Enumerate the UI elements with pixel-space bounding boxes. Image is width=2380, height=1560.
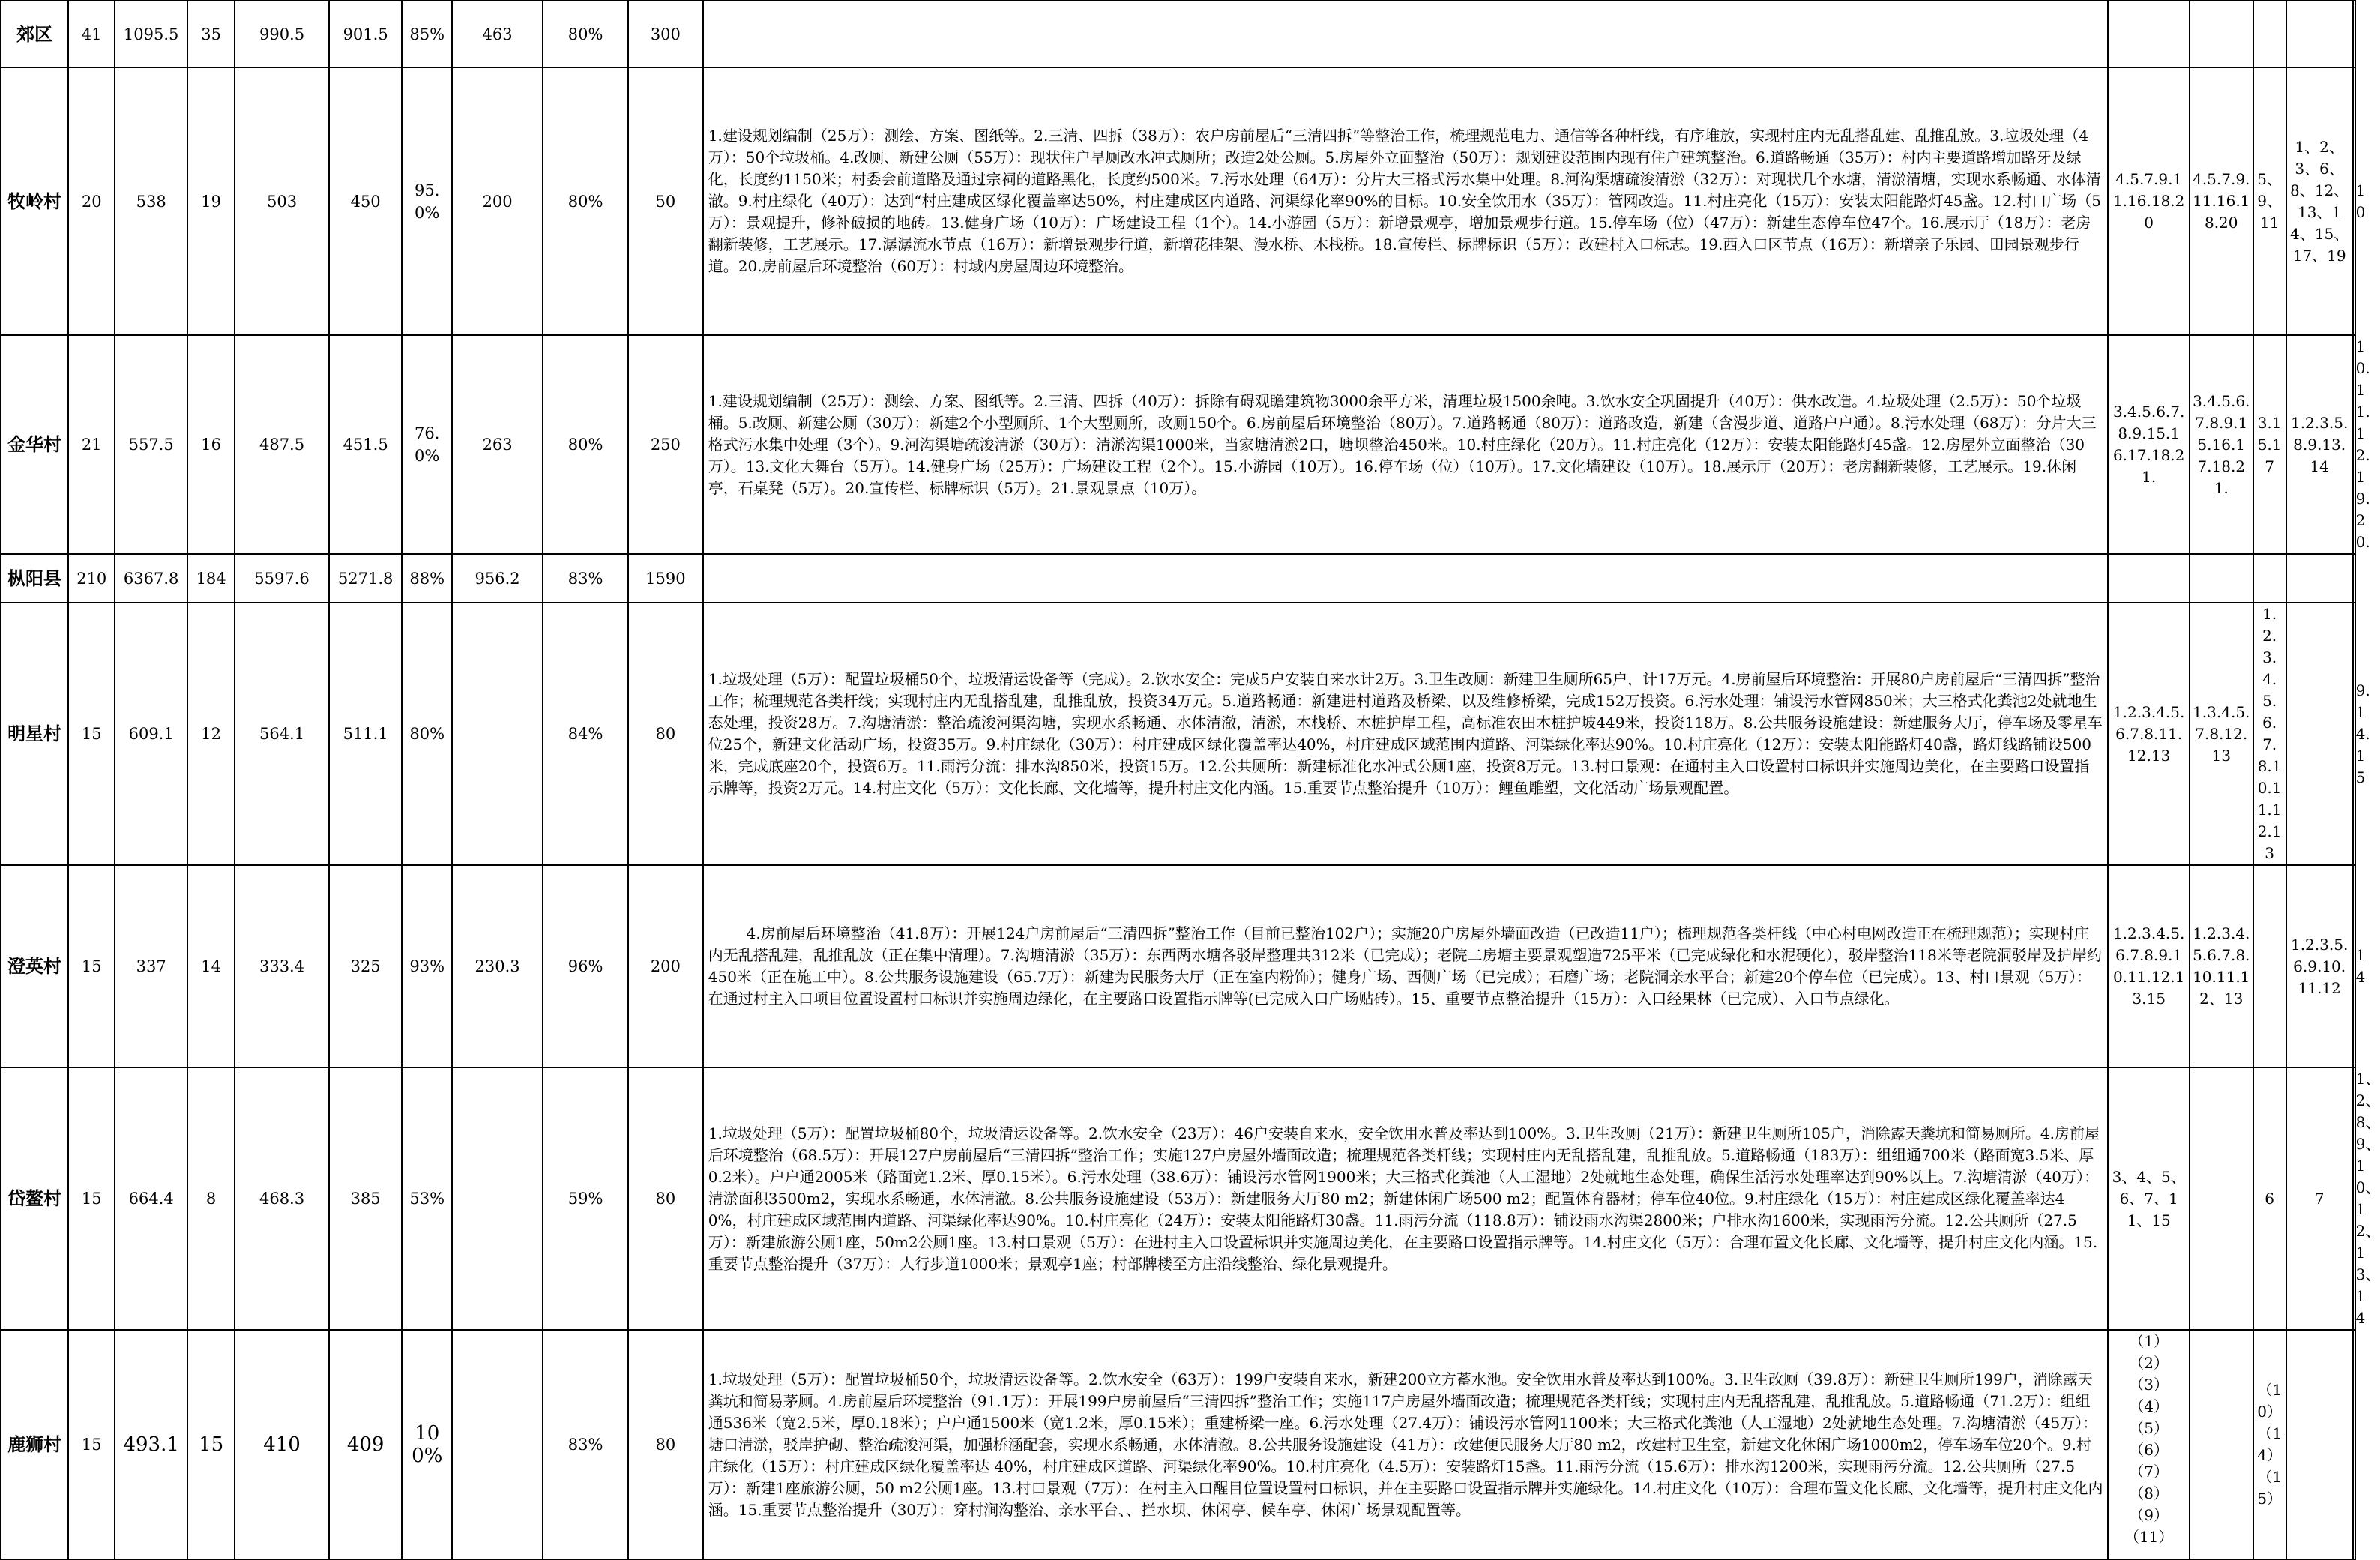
- item-list-cell-5: [2353, 554, 2355, 603]
- stat-cell-2: 1095.5: [115, 1, 187, 67]
- stat-cell-3: 184: [187, 554, 235, 603]
- item-list-cell-2: 4.5.7.9.11.16.18.20: [2190, 67, 2253, 335]
- stat-cell-5: 901.5: [329, 1, 403, 67]
- stat-cell-4: 410: [235, 1330, 329, 1559]
- stat-cell-6: 80%: [402, 603, 452, 865]
- stat-cell-6: 93%: [402, 865, 452, 1067]
- stat-cell-4: 503: [235, 67, 329, 335]
- item-list-cell-3: [2253, 865, 2286, 1067]
- stat-cell-1: 15: [68, 1330, 115, 1559]
- stat-cell-8: 80%: [543, 1, 628, 67]
- stat-cell-5: 385: [329, 1067, 403, 1330]
- item-list-cell-2: 3.4.5.6.7.8.9.15.16.17.18.21.: [2190, 335, 2253, 554]
- region-name-cell: 枞阳县: [1, 554, 68, 603]
- stat-cell-7: 463: [452, 1, 543, 67]
- stat-cell-2: 493.1: [115, 1330, 187, 1559]
- stat-cell-7: 956.2: [452, 554, 543, 603]
- item-list-cell-5: 14: [2353, 865, 2355, 1067]
- item-list-cell-5: [2353, 1, 2355, 67]
- item-list-cell-2: 1.3.4.5.7.8.12.13: [2190, 603, 2253, 865]
- item-list-cell-5: 10.11.12.19.20.: [2353, 335, 2355, 554]
- project-description-cell: 1.建设规划编制（25万）：测绘、方案、图纸等。2.三清、四拆（40万）：拆除有碍观瞻建筑物3000余平方米，清理垃圾1500余吨。3.饮水安全巩固提升（40万）：供水改造。4.垃圾处理（2.5万）：50个垃圾桶。5.改厕、新建公厕（30万）：新建2个小型厕所、1个大型厕所，改厕150个。6.房前屋后环境整治（80万）。7.道路畅通（80万）：道路改造，新建（含漫步道、道路户户通）。8.污水处理（68万）：分片大三格式污水集中处理（3个）。9.河沟渠塘疏浚清淤（30万）：清淤沟渠1000米，当家塘清淤2口，塘坝整治450米。10.村庄绿化（20万）。11.村庄亮化（12万）：安装太阳能路灯45盏。12.房屋外立面整治（30万）。13.文化大舞台（5万）。14.健身广场（25万）：广场建设工程（2个）。15.小游园（10万）。16.停车场（位）（10万）。17.文化墙建设（10万）。18.展示厅（20万）：老房翻新装修，工艺展示。19.休闲亭，石桌凳（5万）。20.宣传栏、标牌标识（5万）。21.景观景点（10万）。: [703, 335, 2109, 554]
- item-list-cell-1: （1） （2） （3） （4） （5） （6） （7） （8） （9） （11）: [2108, 1330, 2189, 1559]
- project-description-cell: [703, 1, 2109, 67]
- stat-cell-6: 88%: [402, 554, 452, 603]
- stat-cell-9: 300: [628, 1, 703, 67]
- item-list-cell-4: [2286, 554, 2353, 603]
- item-list-cell-3: 3.15.17: [2253, 335, 2286, 554]
- village-row: [1, 865, 2355, 1067]
- stat-cell-2: 609.1: [115, 603, 187, 865]
- stat-cell-3: 8: [187, 1067, 235, 1330]
- region-name-cell: 岱鳌村: [1, 1067, 68, 1330]
- stat-cell-2: 6367.8: [115, 554, 187, 603]
- item-list-cell-1: 3、4、5、6、7、11、15: [2108, 1067, 2189, 1330]
- stat-cell-1: 15: [68, 603, 115, 865]
- item-list-cell-2: [2190, 1330, 2253, 1559]
- item-list-cell-1: 3.4.5.6.7.8.9.15.16.17.18.21.: [2108, 335, 2189, 554]
- stat-cell-2: 664.4: [115, 1067, 187, 1330]
- item-list-cell-4: [2286, 603, 2353, 865]
- county-summary-row: [1, 554, 2355, 603]
- item-list-cell-3: 1.2.3.4.5.6.7.8.10.11.12.13: [2253, 603, 2286, 865]
- item-list-cell-1: 1.2.3.4.5.6.7.8.9.10.11.12.13.15: [2108, 865, 2189, 1067]
- region-name-cell: 澄英村: [1, 865, 68, 1067]
- county-summary-row: [1, 1, 2355, 67]
- item-list-cell-4: 1.2.3.5.6.9.10.11.12: [2286, 865, 2353, 1067]
- item-list-cell-1: 1.2.3.4.5.6.7.8.11.12.13: [2108, 603, 2189, 865]
- item-list-cell-4: 1.2.3.5.8.9.13.14: [2286, 335, 2353, 554]
- item-list-cell-3: 5、9、11: [2253, 67, 2286, 335]
- stat-cell-4: 468.3: [235, 1067, 329, 1330]
- stat-cell-1: 15: [68, 865, 115, 1067]
- stat-cell-8: 80%: [543, 67, 628, 335]
- stat-cell-7: 230.3: [452, 865, 543, 1067]
- stat-cell-8: 83%: [543, 1330, 628, 1559]
- stat-cell-9: 1590: [628, 554, 703, 603]
- stat-cell-4: 333.4: [235, 865, 329, 1067]
- stat-cell-1: 41: [68, 1, 115, 67]
- item-list-cell-2: 1.2.3.4.5.6.7.8.10.11.12、13: [2190, 865, 2253, 1067]
- item-list-cell-4: [2286, 1, 2353, 67]
- stat-cell-9: 80: [628, 603, 703, 865]
- stat-cell-1: 210: [68, 554, 115, 603]
- region-name-cell: 郊区: [1, 1, 68, 67]
- stat-cell-9: 200: [628, 865, 703, 1067]
- project-description-cell: 1.建设规划编制（25万）：测绘、方案、图纸等。2.三清、四拆（38万）：农户房前屋后“三清四拆”等整治工作，梳理规范电力、通信等各种杆线，有序堆放，实现村庄内无乱搭乱建、乱推乱放。3.垃圾处理（4万）：50个垃圾桶。4.改厕、新建公厕（55万）：现状住户旱厕改水冲式厕所；改造2处公厕。5.房屋外立面整治（50万）：规划建设范围内现有住户建筑整治。6.道路畅通（35万）：村内主要道路增加路牙及绿化，长度约1150米；村委会前道路及通过宗祠的道路黑化，长度约500米。7.污水处理（64万）：分片大三格式污水集中处理。8.河沟渠塘疏浚清淤（32万）：对现状几个水塘，清淤清塘，实现水系畅通、水体清澈。9.村庄绿化（40万）：达到“村庄建成区绿化覆盖率达50%，村庄建成区内道路、河渠绿化率90%的目标。10.安全饮用水（35万）：管网改造。11.村庄亮化（15万）：安装太阳能路灯45盏。12.村口广场（5万）：景观提升，修补破损的地砖。13.健身广场（10万）：广场建设工程（1个）。14.小游园（5万）：新增景观亭，增加景观步行道。15.停车场（位）（47万）：新建生态停车位47个。16.展示厅（18万）：老房翻新装修，工艺展示。17.潺潺流水节点（16万）：新增景观步行道，新增花挂架、漫水桥、木栈桥。18.宣传栏、标牌标识（5万）：改建村入口标志。19.西入口区节点（16万）：新增亲子乐园、田园景观步行道。20.房前屋后环境整治（60万）：村域内房屋周边环境整治。: [703, 67, 2109, 335]
- project-description-cell: 4.房前屋后环境整治（41.8万）：开展124户房前屋后“三清四拆”整治工作（目前已整治102户）；实施20户房屋外墙面改造（已改造11户）；梳理规范各类杆线（中心村电网改造正在梳理规范）；实现村庄内无乱搭乱建，乱推乱放（正在集中清理）。7.沟塘清淤（35万）：东西两水塘各驳岸整理共312米（已完成）；老院二房塘主要景观塑造725平米（已完成绿化和水泥硬化），驳岸整治118米等老院洞驳岸及护岸约450米（正在施工中）。8.公共服务设施建设（65.7万）：新建为民服务大厅（正在室内粉饰）；健身广场、西侧广场（已完成）；石磨广场；老院洞亲水平台；新建20个停车位（已完成）。13、村口景观（5万）：在通过村主入口项目位置设置村口标识并实施周边绿化，在主要路口设置指示牌等(已完成入口广场贴砖）。15、重要节点整治提升（15万）：入口经果林（已完成）、入口节点绿化。: [703, 865, 2109, 1067]
- region-name-cell: 鹿狮村: [1, 1330, 68, 1559]
- item-list-cell-3: （10） （14） （15）: [2253, 1330, 2286, 1559]
- stat-cell-6: 100%: [402, 1330, 452, 1559]
- stat-cell-3: 16: [187, 335, 235, 554]
- region-name-cell: 牧岭村: [1, 67, 68, 335]
- item-list-cell-3: [2253, 1, 2286, 67]
- stat-cell-7: [452, 603, 543, 865]
- village-row: [1, 603, 2355, 865]
- stat-cell-7: [452, 1067, 543, 1330]
- item-list-cell-1: [2108, 1, 2189, 67]
- item-list-cell-2: [2190, 1, 2253, 67]
- stat-cell-4: 564.1: [235, 603, 329, 865]
- stat-cell-9: 250: [628, 335, 703, 554]
- stat-cell-5: 5271.8: [329, 554, 403, 603]
- stat-cell-5: 325: [329, 865, 403, 1067]
- village-row: [1, 67, 2355, 335]
- item-list-cell-4: 7: [2286, 1067, 2353, 1330]
- stat-cell-5: 409: [329, 1330, 403, 1559]
- item-list-cell-3: 6: [2253, 1067, 2286, 1330]
- item-list-cell-1: 4.5.7.9.11.16.18.20: [2108, 67, 2189, 335]
- stat-cell-1: 15: [68, 1067, 115, 1330]
- item-list-cell-1: [2108, 554, 2189, 603]
- stat-cell-3: 14: [187, 865, 235, 1067]
- stat-cell-5: 450: [329, 67, 403, 335]
- item-list-cell-2: [2190, 554, 2253, 603]
- item-list-cell-2: [2190, 1067, 2253, 1330]
- village-row: [1, 1067, 2355, 1330]
- stat-cell-5: 451.5: [329, 335, 403, 554]
- item-list-cell-4: [2286, 1330, 2353, 1559]
- stat-cell-4: 990.5: [235, 1, 329, 67]
- stat-cell-8: 96%: [543, 865, 628, 1067]
- project-description-cell: 1.垃圾处理（5万）：配置垃圾桶50个，垃圾清运设备等（完成）。2.饮水安全：完成5户安装自来水计2万。3.卫生改厕：新建卫生厕所65户，计17万元。4.房前屋后环境整治：开展80户房前屋后“三清四拆”整治工作；梳理规范各类杆线；实现村庄内无乱搭乱建，乱推乱放，投资34万元。5.道路畅通：新建进村道路及桥梁、以及维修桥梁，完成152万投资。6.污水处理：铺设污水管网850米；大三格式化粪池2处就地生态处理，投资28万。7.沟塘清淤：整治疏浚河渠沟塘，实现水系畅通、水体清澈，清淤，木栈桥、木桩护岸工程，高标准农田木桩护坡449米，投资118万。8.公共服务设施建设：新建服务大厅，停车场及零星车位25个，新建文化活动广场，投资35万。9.村庄绿化（30万）：村庄建成区绿化覆盖率达40%，村庄建成区域范围内道路、河渠绿化率达90%。10.村庄亮化（12万）：安装太阳能路灯40盏，路灯线路铺设500米，完成底座20个，投资6万。11.雨污分流：排水沟850米，投资15万。12.公共厕所：新建标准化水冲式公厕1座，投资8万元。13.村口景观：在通村主入口设置村口标识并实施周边美化，在主要路口设置指示牌等，投资2万元。14.村庄文化（5万）：文化长廊、文化墙等，提升村庄文化内涵。15.重要节点整治提升（10万）：鲤鱼雕塑，文化活动广场景观配置。: [703, 603, 2109, 865]
- project-description-cell: [703, 554, 2109, 603]
- stat-cell-2: 557.5: [115, 335, 187, 554]
- item-list-cell-3: [2253, 554, 2286, 603]
- stat-cell-3: 35: [187, 1, 235, 67]
- stat-cell-2: 337: [115, 865, 187, 1067]
- village-row: [1, 335, 2355, 554]
- stat-cell-4: 5597.6: [235, 554, 329, 603]
- stat-cell-9: 50: [628, 67, 703, 335]
- stat-cell-9: 80: [628, 1330, 703, 1559]
- stat-cell-8: 84%: [543, 603, 628, 865]
- project-description-cell: 1.垃圾处理（5万）：配置垃圾桶80个，垃圾清运设备等。2.饮水安全（23万）：46户安装自来水，安全饮用水普及率达到100%。3.卫生改厕（21万）：新建卫生厕所105户，消除露天粪坑和简易厕所。4.房前屋后环境整治（68.5万）：开展127户房前屋后“三清四拆”整治工作；实施127户房屋外墙面改造；梳理规范各类杆线；实现村庄内无乱搭乱建，乱推乱放。5.道路畅通（183万）：组组通700米（路面宽3.5米、厚0.2米）。户户通2005米（路面宽1.2米、厚0.15米）。6.污水处理（38.6万）：铺设污水管网1900米；大三格式化粪池（人工湿地）2处就地生态处理，确保生活污水处理率达到90%以上。7.沟塘清淤（40万）：清淤面积3500m2，实现水系畅通，水体清澈。8.公共服务设施建设（53万）：新建服务大厅80 m2；新建休闲广场500 m2；配置体育器材；停车位40位。9.村庄绿化（15万）：村庄建成区绿化覆盖率达40%，村庄建成区域范围内道路、河渠绿化率达90%。10.村庄亮化（24万）：安装太阳能路灯30盏。11.雨污分流（118.8万）：铺设雨水沟渠2800米；户排水沟1600米，实现雨污分流。12.公共厕所（27.5万）：新建旅游公厕1座，50m2公厕1座。13.村口景观（5万）：在进村主入口设置标识并实施周边美化，在主要路口设置指示牌等。14.村庄文化（5万）：合理布置文化长廊、文化墙等，提升村庄文化内涵。15.重要节点整治提升（37万）：人行步道1000米；景观亭1座；村部牌楼至方庄沿线整治、绿化景观提升。: [703, 1067, 2109, 1330]
- stat-cell-1: 20: [68, 67, 115, 335]
- stat-cell-6: 85%: [402, 1, 452, 67]
- region-name-cell: 金华村: [1, 335, 68, 554]
- stat-cell-7: 200: [452, 67, 543, 335]
- item-list-cell-5: 10: [2353, 67, 2355, 335]
- village-row: [1, 1330, 2355, 1559]
- stat-cell-8: 83%: [543, 554, 628, 603]
- stat-cell-7: 263: [452, 335, 543, 554]
- item-list-cell-5: 9.14.15: [2353, 603, 2355, 865]
- stat-cell-4: 487.5: [235, 335, 329, 554]
- stat-cell-6: 95.0%: [402, 67, 452, 335]
- stat-cell-5: 511.1: [329, 603, 403, 865]
- stat-cell-7: [452, 1330, 543, 1559]
- stat-cell-8: 80%: [543, 335, 628, 554]
- stat-cell-3: 19: [187, 67, 235, 335]
- project-description-cell: 1.垃圾处理（5万）：配置垃圾桶50个，垃圾清运设备等。2.饮水安全（63万）：199户安装自来水，新建200立方蓄水池。安全饮用水普及率达到100%。3.卫生改厕（39.8万）：新建卫生厕所199户，消除露天粪坑和简易茅厕。4.房前屋后环境整治（91.1万）：开展199户房前屋后“三清四拆”整治工作；实施117户房屋外墙面改造；梳理规范各类杆线；实现村庄内无乱搭乱建，乱推乱放。5.道路畅通（71.2万）：组组通536米（宽2.5米，厚0.18米）；户户通1500米（宽1.2米，厚0.15米）；重建桥梁一座。6.污水处理（27.4万）：铺设污水管网1100米；大三格式化粪池（人工湿地）2处就地生态处理。7.沟塘清淤（45万）：塘口清淤，驳岸护砌、整治疏浚河渠，加强桥涵配套，实现水系畅通，水体清澈。8.公共服务设施建设（41万）：改建便民服务大厅80 m2，改建村卫生室，新建文化休闲广场1000m2，停车场车位20个。9.村庄绿化（15万）：村庄建成区绿化覆盖率达 40%，村庄建成区道路、河渠绿化率90%。10.村庄亮化（4.5万）：安装路灯15盏。11.雨污分流（15.6万）：排水沟1200米，实现雨污分流。12.公共厕所（27.5万）：新建1座旅游公厕，50 m2公厕1座。13.村口景观（7万）：在村主入口醒目位置设置村口标识，并在主要路口设置指示牌并实施绿化。14.村庄文化（10万）：合理布置文化长廊、文化墙等，提升村庄文化内涵。15.重要节点整治提升（30万）：穿村涧沟整治、亲水平台、、拦水坝、休闲亭、候车亭、休闲广场景观配置等。: [703, 1330, 2109, 1559]
- stat-cell-6: 76.0%: [402, 335, 452, 554]
- region-name-cell: 明星村: [1, 603, 68, 865]
- item-list-cell-5: 1、2、8、9、10、12、13、14: [2353, 1067, 2355, 1330]
- stat-cell-6: 53%: [402, 1067, 452, 1330]
- stat-cell-8: 59%: [543, 1067, 628, 1330]
- stat-cell-2: 538: [115, 67, 187, 335]
- item-list-cell-5: [2353, 1330, 2355, 1559]
- stat-cell-9: 80: [628, 1067, 703, 1330]
- stat-cell-3: 15: [187, 1330, 235, 1559]
- stat-cell-3: 12: [187, 603, 235, 865]
- stat-cell-1: 21: [68, 335, 115, 554]
- item-list-cell-4: 1、2、3、6、8、12、13、14、15、17、19: [2286, 67, 2353, 335]
